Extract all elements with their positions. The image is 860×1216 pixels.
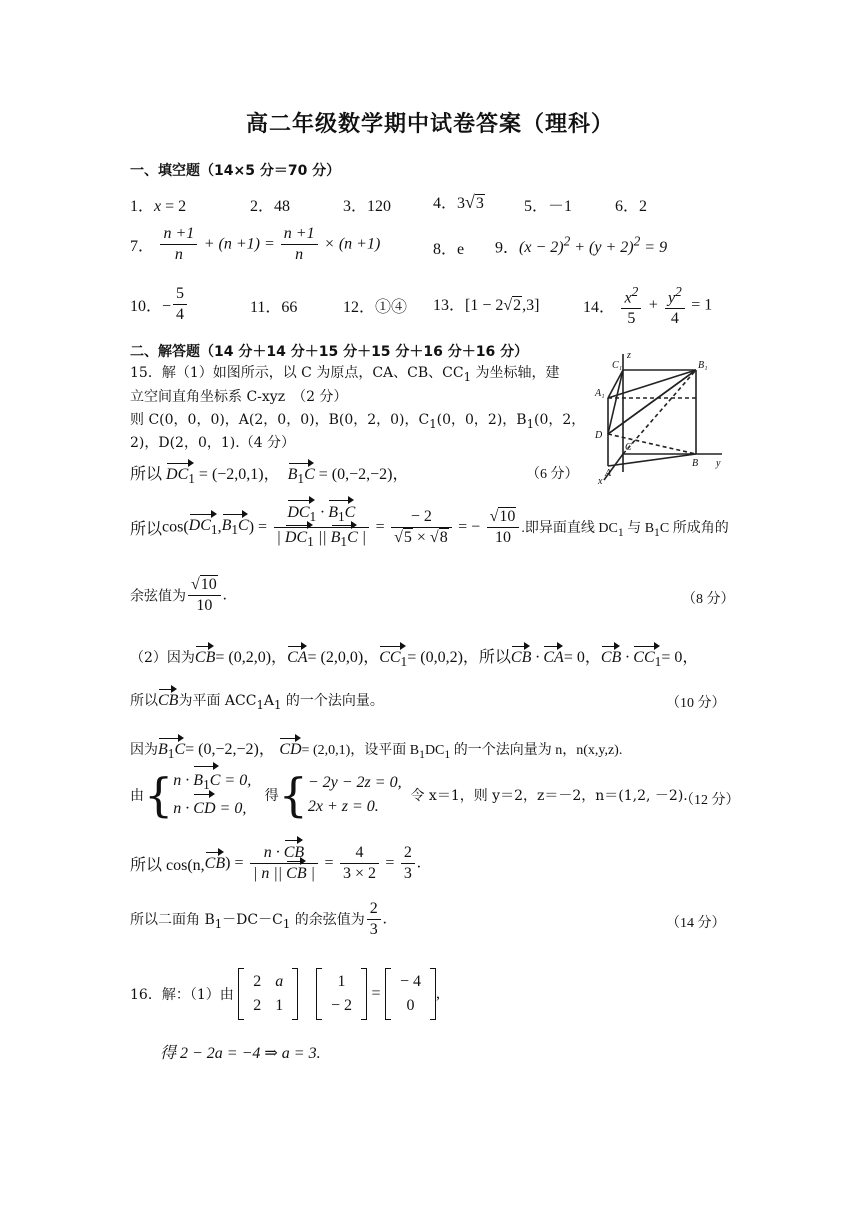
answer-3: 3．120 — [343, 198, 392, 215]
answer-13: 13．[1 − 2√2,3] — [433, 297, 540, 314]
q15-line2: 立空间直角坐标系 C-xyz （2 分） — [130, 389, 348, 405]
q15-cosine-value: 余弦值为 $\frac{√10}{10}$ . — [130, 576, 227, 614]
q16-line2: 得 2 − 2a = −4 ⇒ a = 3. — [160, 1045, 321, 1062]
normal-b-text: A — [263, 693, 274, 709]
answer-5: 5．－1 — [524, 198, 573, 215]
because-label: 因为 — [130, 742, 158, 758]
q15-cos-n-line: 所以 cos(n,CB) = $\frac{n \cdot CB}{| n || CB |}$ = $\frac{4}{3 \times 2}$ = $\frac{2}{3}$ . — [130, 844, 421, 882]
q16-intro: 16．解：（1）由 — [130, 987, 234, 1003]
cos-tail2-text: 与 B — [623, 520, 655, 536]
svg-text:C₁: C₁ — [612, 360, 623, 371]
conclusion-c-text: 的余弦值为 — [290, 911, 365, 928]
q15-conclusion: 所以二面角 $B_1-DC-C_1$ 的余弦值为 $\frac{2}{3}$ . — [130, 900, 387, 938]
q15-vectors-line: 所以 $DC_1 = (-2,0,1)$， $B_1C = (0,-2,-2)$， — [130, 466, 409, 487]
q16-line1: 16．解：（1）由 2 a 2 1 1 − 2 = − 4 0 , — [130, 968, 440, 1020]
prism-figure — [592, 350, 732, 486]
system-eq1: − 2y − 2z = 0, — [307, 774, 402, 792]
cos-n-label: 所以 cos(n, — [130, 857, 205, 874]
cd-c-text: 的一个法向量为 n，n(x,y,z). — [450, 743, 623, 758]
normal-c-text: 的一个法向量。 — [281, 693, 384, 709]
svg-text:D: D — [595, 430, 603, 441]
matrix-a: 2 a 2 1 — [238, 968, 298, 1020]
q15-because-line: 因为$B_1C= (0,-2,-2)$， CD= (2,0,1)，设平面 $B_1DC_1$ 的一个法向量为 n，n(x,y,z). — [130, 741, 623, 762]
score-10: （10 分） — [666, 696, 726, 711]
answer-9: 9．$(x - 2)^2 + (y + 2)^2 = 9$ — [495, 234, 668, 257]
normal-text: 为平面 ACC — [178, 693, 257, 709]
svg-text:A₁: A₁ — [595, 388, 605, 399]
q15-line1b-text: 为坐标轴，建 — [471, 365, 560, 381]
ca-value: = (2,0,0)， — [307, 649, 380, 666]
let-text: 令 x＝1，则 y＝2，z＝－2，n＝(1,2, －2). — [410, 788, 688, 805]
answer-11: 11．66 — [250, 299, 298, 316]
svg-text:B₁: B₁ — [698, 360, 708, 371]
cb-value: = (0,2,0)， — [215, 649, 288, 666]
answer-6: 6．2 — [615, 198, 648, 215]
svg-text:x: x — [598, 476, 603, 486]
svg-text:z: z — [627, 350, 631, 361]
get-label: 得 — [264, 788, 279, 805]
b1c2-value: = (0,−2,−2)， — [185, 741, 275, 758]
svg-text:C: C — [625, 442, 632, 453]
page-title: 高二年级数学期中试卷答案（理科） — [246, 112, 615, 137]
q15-line3b-text: (0，0，2)，B — [436, 412, 527, 428]
answer-4: 4．3√3 — [433, 192, 484, 212]
q15-line3: 则 C(0，0，0)，A(2，0，0)，B(0，2，0)，$C_1(0$，0，2)，$B_1(0$，2， — [130, 412, 586, 431]
answer-8: 8．e — [433, 241, 465, 258]
section1-heading: 一、填空题（14×5 分＝70 分） — [130, 163, 341, 179]
part2-label: （2）因为 — [130, 650, 195, 666]
q15-normal-line: 所以CB为平面 $ACC_1A_1$ 的一个法向量。 — [130, 692, 384, 712]
cosine-value-label: 余弦值为 — [130, 589, 186, 605]
cc1-value: = (0,0,2)，所以 — [407, 649, 511, 666]
score-6: （6 分） — [526, 467, 579, 482]
svg-text:A: A — [605, 468, 612, 479]
cd-b-text: DC — [424, 743, 445, 758]
answer-row-1 — [130, 193, 186, 216]
score-12: （12 分） — [680, 793, 740, 808]
q15-line3c-text: (0，2， — [534, 412, 586, 428]
cos-tail-text: .即异面直线 DC — [521, 520, 618, 536]
vector-out: − 4 0 — [385, 968, 436, 1020]
answer-1: 1．x = 2 — [130, 198, 187, 215]
answer-7: 7． $\frac{n +1}{n}$ + (n +1) = $\frac{n +1}{n}$ × (n +1) — [130, 225, 381, 263]
vec-b1c-value: = (0,−2,−2)， — [318, 466, 409, 483]
svg-text:B: B — [692, 458, 699, 469]
system-eq2: 2x + z = 0. — [307, 798, 379, 816]
so-label: 所以 — [130, 466, 163, 483]
vector-in: 1 − 2 — [316, 968, 367, 1020]
conclusion-text: 所以二面角 B — [130, 911, 215, 928]
vec-dc1-value: = (−2,0,1)， — [198, 466, 280, 483]
q15-line1: 15．解（1）如图所示，以 C 为原点，CA、CB、$CC_1$ 为坐标轴，建 — [130, 365, 560, 384]
answer-14: 14． $\frac{x^2}{5}$ + $\frac{y^2}{4}$ = 1 — [583, 284, 713, 328]
cos-tail3-text: C 所成角的 — [659, 520, 729, 536]
dot1-value: = 0， — [563, 649, 601, 666]
answer-12: 12．①④ — [343, 299, 408, 316]
by-label: 由 — [130, 788, 144, 805]
conclusion-b-text: －DC－C — [222, 911, 283, 928]
q15-line4: 2)，D(2，0，1).（4 分） — [130, 435, 296, 451]
score-14: （14 分） — [666, 916, 726, 931]
svg-text:y: y — [716, 458, 721, 469]
dot2-value: = 0， — [661, 649, 699, 666]
q15-line3-text: 则 C(0，0，0)，A(2，0，0)，B(0，2，0)，C — [130, 412, 430, 428]
q15-system-line: 由{ $n \cdot B_1C = 0$, n · CD = 0, 得{ − 2y − 2z = 0, 2x + z = 0. 令 x＝1，则 y＝2，z＝－2，n＝(1,2, －2). — [130, 768, 688, 823]
q15-cos-line: 所以$\cos(DC_1,B_1C)$ = $\frac{DC_1 \cdot B_1C}{| DC_1 || B_1C |}$ = $\frac{- 2}{√5 \times √8}$ = − $\frac{√10}{10}$ .即异面直线 $DC_1$ 与 $B_1C$ 所成角的 — [130, 503, 729, 552]
score-8: （8 分） — [682, 592, 735, 607]
answer-10: 10．− $\frac{5}{4}$ — [130, 284, 189, 325]
cd-value: = (2,0,1)，设平面 B — [301, 743, 420, 758]
answer-2: 2．48 — [250, 198, 291, 215]
q15-line1-text: 15．解（1）如图所示，以 C 为原点，CA、CB、CC — [130, 365, 464, 381]
q15-part2-line: （2）因为CB= (0,2,0)，CA= (2,0,0)，$CC_1= (0,0,2)$，所以CB · CA= 0，CB · $CC_1= 0$， — [130, 649, 699, 670]
section2-heading: 二、解答题（14 分＋14 分＋15 分＋15 分＋16 分＋16 分） — [130, 344, 529, 360]
